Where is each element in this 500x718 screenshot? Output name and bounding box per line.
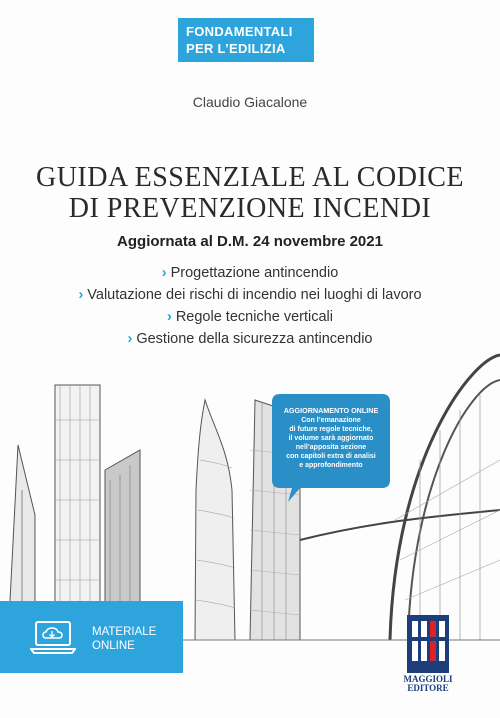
update-note-line: con capitoli extra di analisi — [286, 453, 376, 460]
maggioli-logo-icon — [407, 615, 449, 673]
topic-list — [0, 262, 500, 350]
topic-text: Valutazione dei rischi di incendio nei luoghi di lavoro — [87, 287, 422, 303]
title-line-1: GUIDA ESSENZIALE AL CODICE — [35, 162, 465, 193]
topic-item — [0, 306, 500, 328]
series-line-1: FONDAMENTALI — [186, 24, 293, 39]
bullet-icon: › — [166, 309, 172, 325]
update-note-line: nell’apposita sezione — [295, 444, 367, 451]
topic-item — [0, 262, 500, 284]
update-note — [275, 406, 387, 470]
topic-text: Gestione della sicurezza antincendio — [136, 331, 373, 347]
author-name: Claudio Giacalone — [192, 94, 308, 110]
series-line-2: PER L’EDILIZIA — [186, 41, 286, 56]
update-note-line: Con l’emanazione — [301, 417, 361, 424]
topic-text: Progettazione antincendio — [170, 265, 339, 281]
update-note-title: AGGIORNAMENTO ONLINE — [283, 406, 379, 415]
book-title — [0, 162, 500, 224]
topic-text: Regole tecniche verticali — [175, 309, 333, 325]
series-badge — [178, 18, 314, 62]
laptop-cloud-icon — [30, 619, 76, 655]
bullet-icon: › — [127, 331, 133, 347]
publisher-name — [400, 675, 456, 693]
title-line-2: DI PREVENZIONE INCENDI — [68, 193, 432, 224]
topic-item — [0, 284, 500, 306]
online-material-label — [92, 625, 172, 653]
publisher-line-1: MAGGIOLI — [403, 674, 453, 684]
bullet-icon: › — [161, 265, 167, 281]
update-note-line: il volume sarà aggiornato — [288, 435, 374, 442]
online-label-line-2: ONLINE — [92, 640, 135, 652]
book-subtitle: Aggiornata al D.M. 24 novembre 2021 — [117, 233, 383, 250]
update-note-line: e approfondimento — [299, 462, 363, 469]
update-note-line: di future regole tecniche, — [289, 426, 373, 433]
bullet-icon: › — [78, 287, 84, 303]
online-material-badge — [0, 601, 183, 673]
publisher-line-2: EDITORE — [407, 683, 449, 693]
online-label-line-1: MATERIALE — [92, 626, 157, 638]
